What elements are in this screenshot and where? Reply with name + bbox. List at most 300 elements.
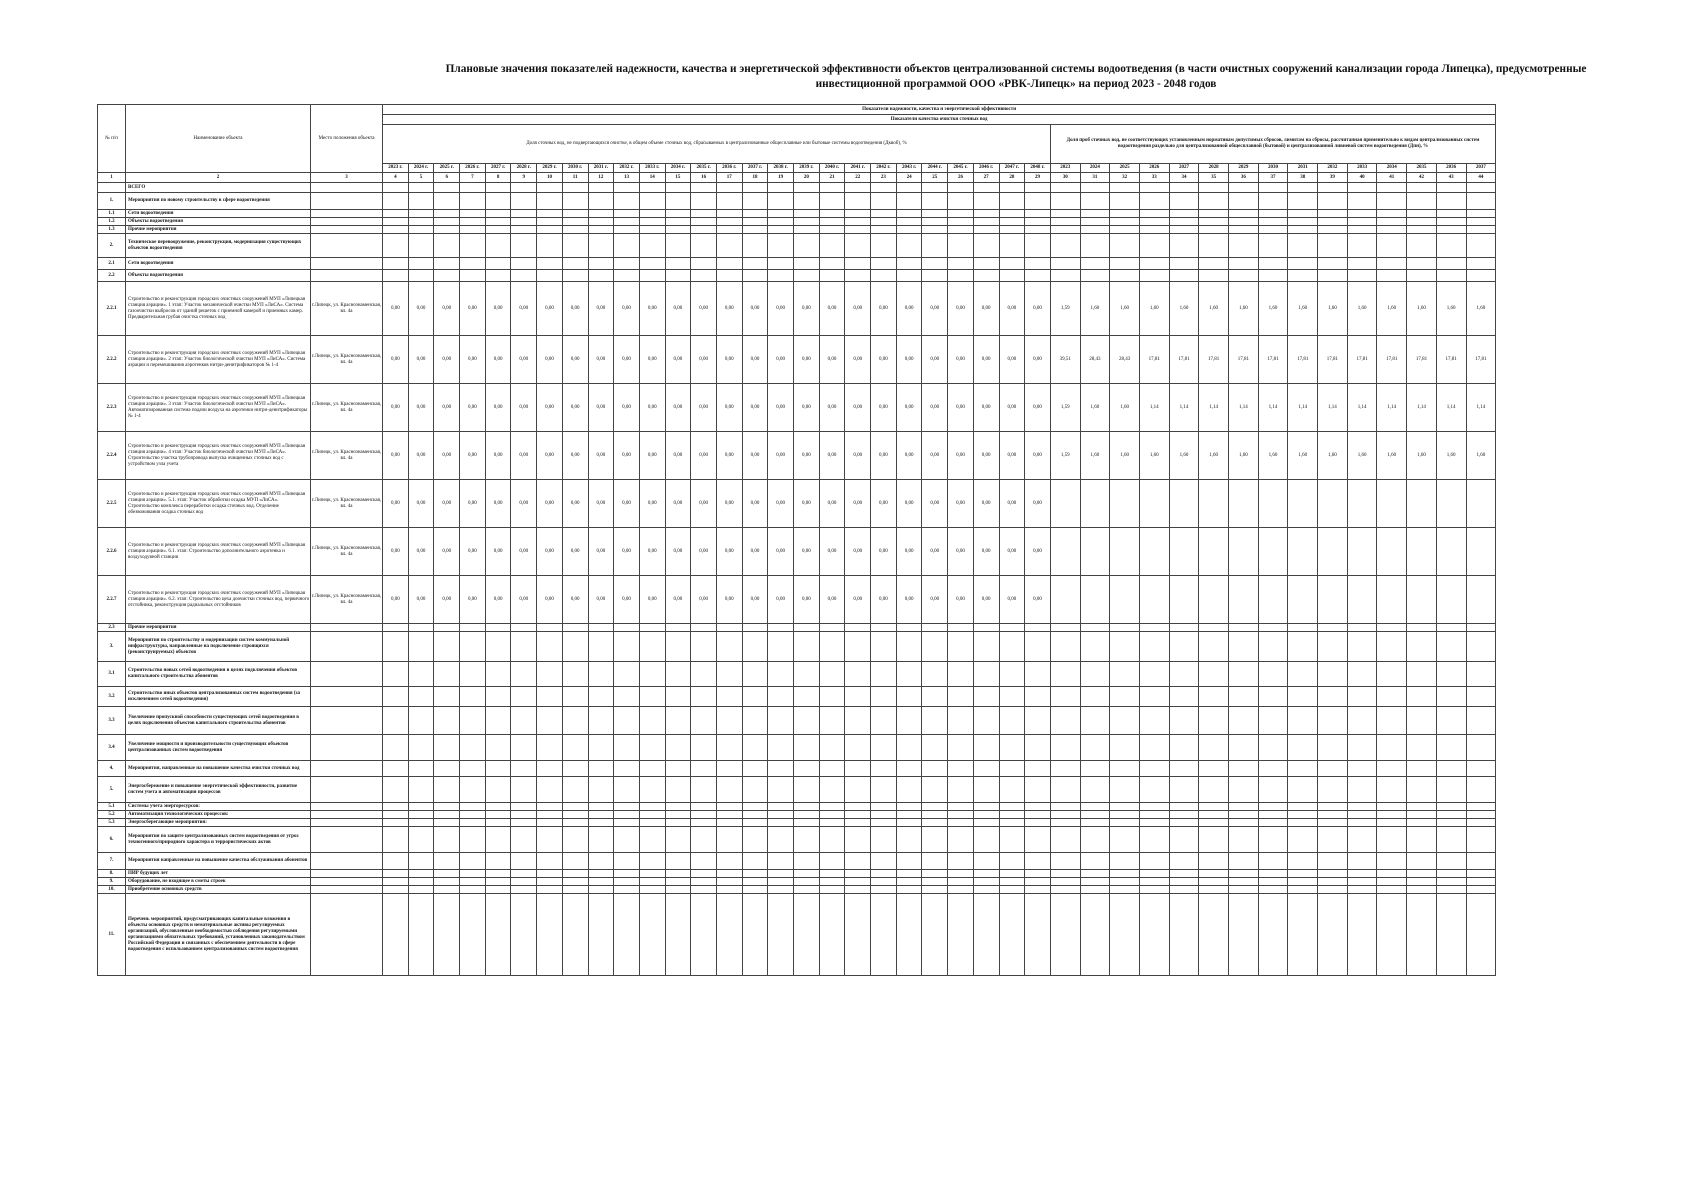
column-number: 30 [1050,173,1080,183]
untreated-share-cell [511,226,537,234]
untreated-share-cell [588,226,614,234]
untreated-share-cell: 0,00 [819,432,845,480]
untreated-share-cell: 0,00 [896,282,922,336]
sample-share-cell [1080,886,1110,894]
sample-share-cell [1229,827,1259,853]
untreated-share-cell [485,853,511,870]
sample-share-cell: 1,60 [1436,282,1466,336]
untreated-share-cell [922,853,948,870]
year-header: 2023 [1050,164,1080,173]
sample-share-cell [1318,234,1348,258]
untreated-share-cell [639,894,665,976]
sample-share-cell [1407,258,1437,270]
untreated-share-cell [434,878,460,886]
untreated-share-cell [434,886,460,894]
untreated-share-cell [973,870,999,878]
untreated-share-cell [871,819,897,827]
untreated-share-cell [716,761,742,777]
untreated-share-cell [871,687,897,707]
untreated-share-cell [896,878,922,886]
row-name: Оборудование, не входящее в сметы строек [126,878,311,886]
sample-share-cell [1288,707,1318,735]
untreated-share-cell [973,210,999,218]
untreated-share-cell: 0,00 [511,432,537,480]
sample-share-cell [1229,878,1259,886]
sample-share-cell [1466,687,1496,707]
table-row [98,624,1496,632]
row-name: Мероприятия по защите централизованных систем водоотведения от угроз техногенного/природного характера и террористических актов [126,827,311,853]
year-header: 2035 г. [691,164,717,173]
sample-share-cell [1466,234,1496,258]
sample-share-cell [1258,528,1288,576]
untreated-share-cell [562,662,588,687]
sample-share-cell [1318,218,1348,226]
row-place [311,226,383,234]
sample-share-cell: 1,60 [1347,432,1377,480]
row-name: Объекты водоотведения [126,218,311,226]
sample-share-cell [1436,827,1466,853]
sample-share-cell [1288,735,1318,761]
untreated-share-cell [948,234,974,258]
untreated-share-cell [716,210,742,218]
untreated-share-cell [1025,878,1051,886]
sample-share-cell [1258,707,1288,735]
untreated-share-cell: 0,00 [691,282,717,336]
untreated-share-cell [614,258,640,270]
table-row [98,632,1496,662]
untreated-share-cell [973,811,999,819]
untreated-share-cell [819,624,845,632]
sample-share-cell [1288,193,1318,210]
untreated-share-cell [819,258,845,270]
sample-share-cell [1050,632,1080,662]
untreated-share-cell [511,894,537,976]
sample-share-cell [1229,870,1259,878]
untreated-share-cell [485,819,511,827]
column-number: 7 [460,173,486,183]
sample-share-cell [1050,777,1080,803]
row-number: 5.3 [98,819,126,827]
sample-share-cell [1139,886,1169,894]
untreated-share-cell [948,183,974,193]
untreated-share-cell [819,183,845,193]
sample-share-cell [1080,234,1110,258]
untreated-share-cell [383,624,409,632]
year-header: 2026 [1139,164,1169,173]
row-place [311,210,383,218]
sample-share-cell [1139,662,1169,687]
untreated-share-cell [716,183,742,193]
sample-share-cell [1080,878,1110,886]
sample-share-cell [1199,761,1229,777]
sample-share-cell: 1,60 [1377,432,1407,480]
untreated-share-cell [639,878,665,886]
row-name: Строительство и реконструкция городских очистных сооружений МУП «Липецкая станция аэрации». 6.2. этап: Строительство цеха доочистки сточных вод, первичного отстойника, реконструкция радиальных отстойников [126,576,311,624]
sample-share-cell [1466,870,1496,878]
year-header: 2030 [1258,164,1288,173]
sample-share-cell [1407,853,1437,870]
untreated-share-cell [383,183,409,193]
untreated-share-cell [871,870,897,878]
untreated-share-cell [485,270,511,282]
untreated-share-cell [408,886,434,894]
table-row [98,761,1496,777]
row-number: 3.1 [98,662,126,687]
sample-share-cell [1169,827,1199,853]
untreated-share-cell [460,193,486,210]
sample-share-cell [1229,226,1259,234]
sample-share-cell [1110,878,1140,886]
untreated-share-cell [691,811,717,819]
untreated-share-cell [742,218,768,226]
untreated-share-cell: 0,00 [922,528,948,576]
sample-share-cell [1169,234,1199,258]
sample-share-cell [1347,234,1377,258]
sample-share-cell [1110,576,1140,624]
sample-share-cell [1229,480,1259,528]
untreated-share-cell [819,687,845,707]
untreated-share-cell [562,226,588,234]
untreated-share-cell [691,853,717,870]
column-number: 16 [691,173,717,183]
untreated-share-cell [1025,193,1051,210]
row-name: ПИР будущих лет [126,870,311,878]
sample-share-cell: 1,14 [1229,384,1259,432]
row-number: 5.2 [98,811,126,819]
untreated-share-cell [1025,819,1051,827]
untreated-share-cell [1025,811,1051,819]
untreated-share-cell [871,193,897,210]
untreated-share-cell [716,632,742,662]
untreated-share-cell [383,735,409,761]
untreated-share-cell [999,218,1025,226]
untreated-share-cell: 0,00 [948,480,974,528]
row-name: Сети водоотведения [126,210,311,218]
row-name: Автоматизация технологических процессов: [126,811,311,819]
sample-share-cell [1288,210,1318,218]
sample-share-cell [1110,210,1140,218]
sample-share-cell: 1,60 [1229,282,1259,336]
untreated-share-cell [408,193,434,210]
sample-share-cell: 17,81 [1199,336,1229,384]
header-num: № п/п [98,105,126,173]
sample-share-cell [1407,827,1437,853]
sample-share-cell: 1,60 [1258,282,1288,336]
sample-share-cell: 1,60 [1139,282,1169,336]
year-header: 2024 [1080,164,1110,173]
sample-share-cell [1466,735,1496,761]
column-number: 18 [742,173,768,183]
untreated-share-cell [999,226,1025,234]
untreated-share-cell [742,258,768,270]
untreated-share-cell [871,761,897,777]
sample-share-cell [1347,226,1377,234]
untreated-share-cell: 0,00 [562,528,588,576]
untreated-share-cell [665,878,691,886]
table-row [98,777,1496,803]
sample-share-cell [1080,687,1110,707]
untreated-share-cell: 0,00 [999,384,1025,432]
untreated-share-cell: 0,00 [434,282,460,336]
sample-share-cell [1377,528,1407,576]
untreated-share-cell [948,193,974,210]
untreated-share-cell [896,218,922,226]
untreated-share-cell [999,735,1025,761]
untreated-share-cell [1025,735,1051,761]
sample-share-cell: 1,60 [1288,282,1318,336]
untreated-share-cell [460,662,486,687]
untreated-share-cell: 0,00 [537,528,563,576]
untreated-share-cell: 0,00 [871,336,897,384]
sample-share-cell: 1,60 [1080,432,1110,480]
sample-share-cell [1288,576,1318,624]
untreated-share-cell: 0,00 [665,282,691,336]
untreated-share-cell [588,234,614,258]
untreated-share-cell [896,270,922,282]
untreated-share-cell: 0,00 [485,282,511,336]
untreated-share-cell [819,632,845,662]
untreated-share-cell [511,870,537,878]
sample-share-cell [1258,853,1288,870]
row-place [311,777,383,803]
sample-share-cell [1318,878,1348,886]
sample-share-cell [1377,183,1407,193]
untreated-share-cell [460,777,486,803]
sample-share-cell [1436,218,1466,226]
sample-share-cell [1199,707,1229,735]
untreated-share-cell [819,662,845,687]
sample-share-cell [1110,662,1140,687]
untreated-share-cell [562,886,588,894]
untreated-share-cell [537,707,563,735]
sample-share-cell [1229,687,1259,707]
column-number: 5 [408,173,434,183]
sample-share-cell [1318,624,1348,632]
untreated-share-cell [562,811,588,819]
untreated-share-cell [1025,218,1051,226]
sample-share-cell [1199,258,1229,270]
untreated-share-cell [742,183,768,193]
untreated-share-cell [716,819,742,827]
untreated-share-cell: 0,00 [1025,336,1051,384]
sample-share-cell [1050,183,1080,193]
untreated-share-cell [537,853,563,870]
untreated-share-cell [794,853,820,870]
untreated-share-cell [896,707,922,735]
untreated-share-cell [973,234,999,258]
untreated-share-cell [665,632,691,662]
untreated-share-cell [794,735,820,761]
untreated-share-cell [691,632,717,662]
untreated-share-cell: 0,00 [383,480,409,528]
untreated-share-cell: 0,00 [871,384,897,432]
sample-share-cell [1377,853,1407,870]
untreated-share-cell [639,258,665,270]
column-number: 14 [639,173,665,183]
untreated-share-cell [948,632,974,662]
sample-share-cell [1050,270,1080,282]
sample-share-cell [1288,183,1318,193]
untreated-share-cell [588,761,614,777]
untreated-share-cell [1025,707,1051,735]
sample-share-cell: 1,60 [1466,432,1496,480]
untreated-share-cell [922,886,948,894]
untreated-share-cell [460,218,486,226]
untreated-share-cell [716,258,742,270]
untreated-share-cell: 0,00 [408,282,434,336]
untreated-share-cell [716,853,742,870]
untreated-share-cell [588,827,614,853]
untreated-share-cell [716,624,742,632]
untreated-share-cell [768,761,794,777]
untreated-share-cell [973,226,999,234]
sample-share-cell [1139,234,1169,258]
sample-share-cell [1288,218,1318,226]
sample-share-cell: 1,60 [1258,432,1288,480]
untreated-share-cell: 0,00 [922,432,948,480]
sample-share-cell: 1,60 [1407,432,1437,480]
untreated-share-cell [768,811,794,819]
sample-share-cell: 1,14 [1377,384,1407,432]
untreated-share-cell [768,894,794,976]
untreated-share-cell [948,707,974,735]
untreated-share-cell [485,687,511,707]
row-place [311,632,383,662]
untreated-share-cell [948,624,974,632]
row-number: 9. [98,878,126,886]
untreated-share-cell [999,803,1025,811]
untreated-share-cell: 0,00 [460,432,486,480]
untreated-share-cell: 0,00 [562,282,588,336]
sample-share-cell [1258,258,1288,270]
untreated-share-cell: 0,00 [614,384,640,432]
row-name: Мероприятия, направленные на повышение качества очистки сточных вод [126,761,311,777]
untreated-share-cell [973,183,999,193]
sample-share-cell [1139,258,1169,270]
sample-share-cell: 1,60 [1199,282,1229,336]
sample-share-cell [1466,878,1496,886]
untreated-share-cell [948,662,974,687]
untreated-share-cell [691,707,717,735]
column-number: 13 [614,173,640,183]
untreated-share-cell [871,827,897,853]
column-number: 6 [434,173,460,183]
untreated-share-cell [614,226,640,234]
untreated-share-cell: 0,00 [896,384,922,432]
untreated-share-cell [434,624,460,632]
untreated-share-cell [537,270,563,282]
untreated-share-cell [408,226,434,234]
sample-share-cell [1258,218,1288,226]
sample-share-cell [1407,707,1437,735]
untreated-share-cell: 0,00 [614,336,640,384]
sample-share-cell [1258,894,1288,976]
untreated-share-cell [511,632,537,662]
sample-share-cell [1050,234,1080,258]
untreated-share-cell [794,827,820,853]
untreated-share-cell [408,803,434,811]
untreated-share-cell: 0,00 [639,384,665,432]
untreated-share-cell [794,687,820,707]
untreated-share-cell: 0,00 [639,480,665,528]
untreated-share-cell [999,811,1025,819]
sample-share-cell: 1,14 [1199,384,1229,432]
untreated-share-cell [639,226,665,234]
sample-share-cell [1080,226,1110,234]
untreated-share-cell: 0,00 [742,282,768,336]
sample-share-cell [1139,270,1169,282]
untreated-share-cell [408,894,434,976]
untreated-share-cell [794,270,820,282]
untreated-share-cell: 0,00 [562,384,588,432]
sample-share-cell [1110,811,1140,819]
untreated-share-cell [691,827,717,853]
column-number: 25 [922,173,948,183]
header-indicators: Показатели надежности, качества и энергетической эффективности [383,105,1496,115]
untreated-share-cell [742,210,768,218]
sample-share-cell [1377,218,1407,226]
document-title [380,62,1652,92]
untreated-share-cell [768,226,794,234]
untreated-share-cell [794,811,820,819]
sample-share-cell [1139,528,1169,576]
sample-share-cell [1407,803,1437,811]
table-row [98,707,1496,735]
row-place [311,193,383,210]
untreated-share-cell: 0,00 [845,432,871,480]
untreated-share-cell [1025,210,1051,218]
row-place [311,218,383,226]
untreated-share-cell: 0,00 [768,336,794,384]
row-name: Приобретение основных средств [126,886,311,894]
column-number: 10 [537,173,563,183]
untreated-share-cell: 0,00 [537,282,563,336]
untreated-share-cell [511,193,537,210]
untreated-share-cell [383,878,409,886]
untreated-share-cell [562,258,588,270]
untreated-share-cell: 0,00 [408,384,434,432]
sample-share-cell [1169,707,1199,735]
untreated-share-cell [639,270,665,282]
untreated-share-cell [742,193,768,210]
untreated-share-cell [383,632,409,662]
untreated-share-cell [588,803,614,811]
row-number [98,183,126,193]
sample-share-cell [1169,811,1199,819]
sample-share-cell [1229,528,1259,576]
untreated-share-cell [639,707,665,735]
untreated-share-cell [485,761,511,777]
row-place: г.Липецк, ул. Краснознаменская, вл. 4а [311,384,383,432]
sample-share-cell [1199,870,1229,878]
untreated-share-cell [460,878,486,886]
sample-share-cell [1318,777,1348,803]
sample-share-cell [1436,480,1466,528]
sample-share-cell [1050,819,1080,827]
untreated-share-cell [691,878,717,886]
sample-share-cell [1080,528,1110,576]
sample-share-cell [1318,827,1348,853]
sample-share-cell [1080,258,1110,270]
sample-share-cell: 17,81 [1318,336,1348,384]
untreated-share-cell: 0,00 [716,336,742,384]
untreated-share-cell [922,632,948,662]
sample-share-cell [1288,886,1318,894]
untreated-share-cell [845,811,871,819]
table-row [98,853,1496,870]
sample-share-cell [1199,528,1229,576]
row-number: 8. [98,870,126,878]
